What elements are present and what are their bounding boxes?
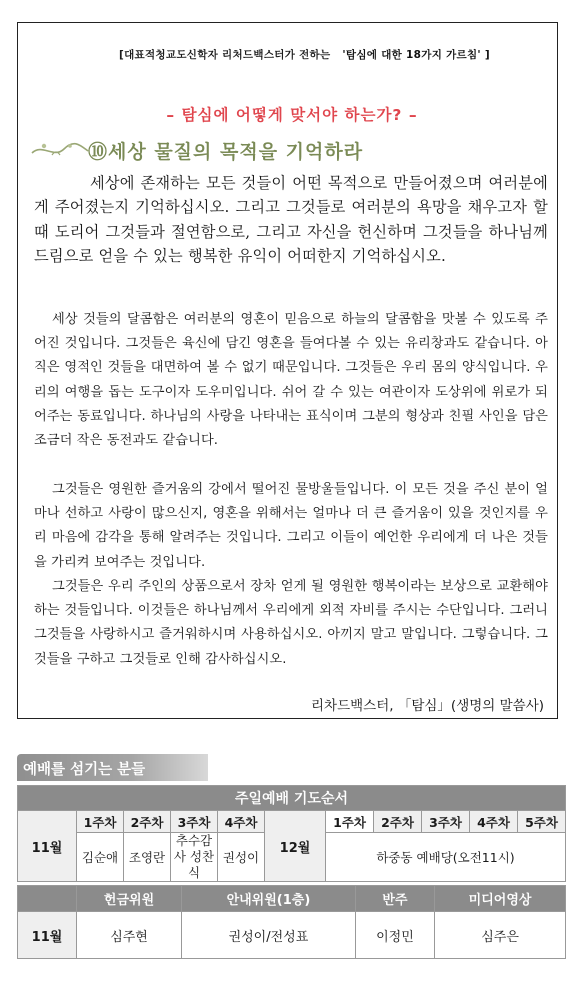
nov-week-1-name: 김순애 xyxy=(77,833,124,882)
prayer-table-title: 주일예배 기도순서 xyxy=(18,786,566,811)
nov-week-3-name: 추수감사 성찬식 xyxy=(171,833,218,882)
offering-name: 심주현 xyxy=(77,912,182,959)
paragraph-3: 그것들은 영원한 즐거움의 강에서 떨어진 물방울들입니다. 이 모든 것을 주신 분이 얼마나 선하고 사랑이 많으신지, 영혼을 위해서는 얼마나 더 큰 즐거움이 있을 것인지를 우리 마음에 감각을 통해 알려주는 것입니다. 그리고 이들이 예언한 우리에게 더 나은 것들을 가리켜 보여주는 것입니다. xyxy=(34,482,548,570)
media-name: 심주은 xyxy=(435,912,566,959)
dec-week-3: 3주차 xyxy=(422,811,470,833)
section-title-label: 예배를 섬기는 분들 xyxy=(23,762,146,778)
duty-header-blank xyxy=(18,886,77,912)
nov-month-label: 11월 xyxy=(18,811,77,882)
dec-month-label: 12월 xyxy=(265,811,326,882)
nov-week-4: 4주차 xyxy=(218,811,265,833)
series-prefix: [대표적청교도신학자 리처드백스터가 전하는 xyxy=(119,49,331,61)
nov-week-1: 1주차 xyxy=(77,811,124,833)
nov-week-3: 3주차 xyxy=(171,811,218,833)
nov-week-4-name: 권성이 xyxy=(218,833,265,882)
dec-week-1: 1주차 xyxy=(326,811,374,833)
series-header xyxy=(119,47,490,62)
piano-name: 이정민 xyxy=(355,912,434,959)
dec-week-5: 5주차 xyxy=(518,811,566,833)
paragraph-4: 그것들은 우리 주인의 상품으로서 장차 얻게 될 영원한 행복이라는 보상으로 교환해야 하는 것들입니다. 이것들은 하나님께서 우리에게 외적 자비를 주시는 수단입니다. 그러니 그것들을 사랑하시고 즐거워하시며 사용하십시오. 아끼지 말고 말입니다. 그렇습니다. 그것들을 구하고 그것들로 인해 감사하십시오. xyxy=(34,579,548,667)
title-row xyxy=(30,135,430,165)
nov-week-2: 2주차 xyxy=(124,811,171,833)
duty-table xyxy=(17,885,566,959)
paragraph-1: 세상에 존재하는 모든 것들이 어떤 목적으로 만들어졌으며 여러분에게 주어졌는지 기억하십시오. 그리고 그것들로 여러분의 욕망을 채우고자 할 때 도리어 그것들과 절연함으로, 그리고 자신을 헌신하며 그것들을 하나님께 드림으로 얻을 수 있는 행복한 유익이 어떠한지 기억하십시오. xyxy=(34,174,548,266)
dec-service-note: 하중동 예배당(오전11시) xyxy=(326,833,566,882)
section-title xyxy=(17,754,208,781)
nov-week-2-name: 조영란 xyxy=(124,833,171,882)
duty-header-piano: 반주 xyxy=(355,886,434,912)
article-title: ⑩세상 물질의 목적을 기억하라 xyxy=(88,141,364,163)
duty-header-offering: 헌금위원 xyxy=(77,886,182,912)
series-quote: '탐심에 대한 18가지 가르침' ] xyxy=(342,49,490,61)
article-subtitle: – 탐심에 어떻게 맞서야 하는가? – xyxy=(166,106,418,124)
flourish-ornament-icon xyxy=(30,137,90,161)
dec-week-2: 2주차 xyxy=(374,811,422,833)
duty-month: 11월 xyxy=(18,912,77,959)
paragraph-2: 세상 것들의 달콤함은 여러분의 영혼이 믿음으로 하늘의 달콤함을 맛볼 수 있도록 주어진 것입니다. 그것들은 육신에 담긴 영혼을 들여다볼 수 있는 유리창과도 같습니다. 아직은 영적인 것들을 대면하여 볼 수 없기 때문입니다. 그것들은 우리 몸의 양식입니다. 우리의 여행을 돕는 도구이자 도우미입니다. 쉬어 갈 수 있는 여관이자 도상위에 위로가 되어주는 동료입니다. 하나님의 사랑을 나타내는 표식이며 그분의 형상과 친필 사인을 담은 조금더 작은 동전과도 같습니다. xyxy=(34,312,548,449)
article-credit: 리차드백스터, 「탐심」(생명의 말씀사) xyxy=(311,698,544,714)
duty-header-media: 미디어영상 xyxy=(435,886,566,912)
prayer-order-table xyxy=(17,785,566,882)
duty-header-usher: 안내위원(1층) xyxy=(182,886,356,912)
usher-name: 권성이/전성표 xyxy=(182,912,356,959)
dec-week-4: 4주차 xyxy=(470,811,518,833)
